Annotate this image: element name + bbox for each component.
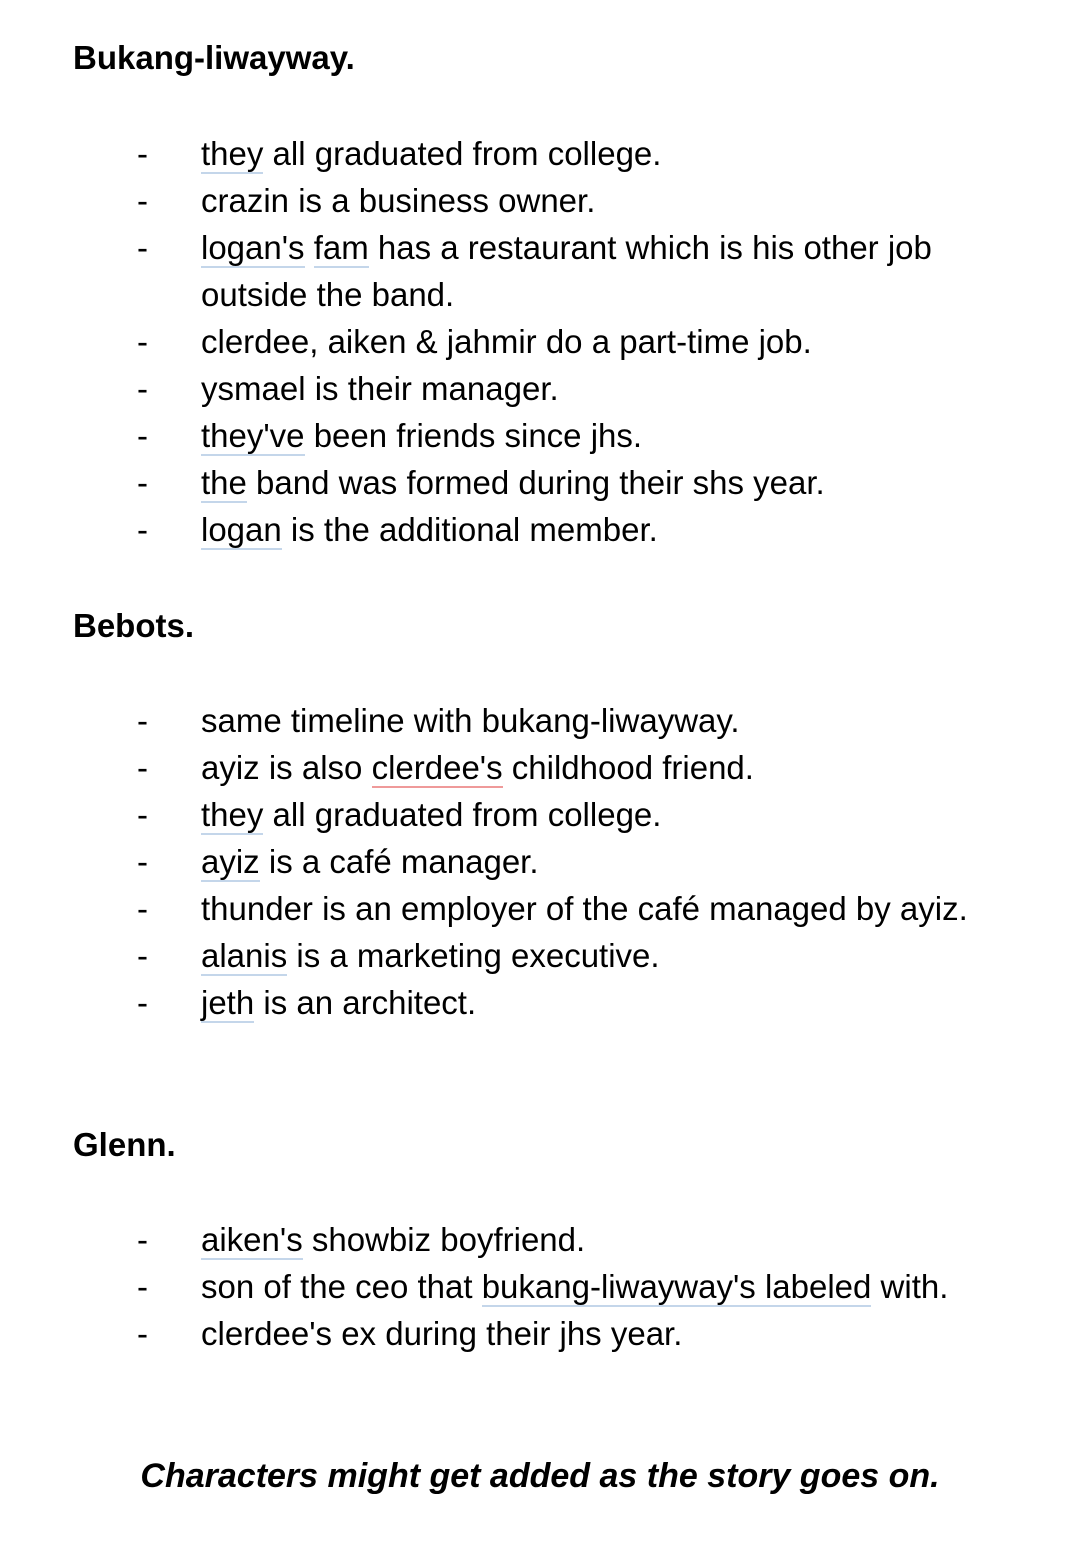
item-text: ysmael is their manager. — [201, 370, 559, 407]
section-title-bukang-liwayway: Bukang-liwayway. — [73, 39, 355, 76]
suggested-word: alanis — [201, 937, 288, 974]
list-item — [0, 459, 1001, 506]
suggested-word: they — [201, 135, 264, 172]
suggested-word: jeth — [201, 984, 255, 1021]
item-text: childhood friend. — [502, 749, 754, 786]
bullet-dash: - — [137, 1268, 148, 1305]
suggested-word: ayiz — [201, 843, 260, 880]
item-text: is a café manager. — [259, 843, 539, 880]
bullet-dash: - — [137, 702, 148, 739]
bullet-dash: - — [137, 370, 148, 407]
list-item — [0, 1263, 1001, 1310]
list-item — [0, 838, 1001, 885]
bullet-dash: - — [137, 984, 148, 1021]
list-item — [0, 744, 1001, 791]
item-text: crazin is a business owner. — [201, 182, 596, 219]
list-item — [0, 932, 1001, 979]
suggested-word: they — [201, 796, 264, 833]
list-item — [0, 979, 1001, 1026]
bullet-dash: - — [137, 323, 148, 360]
list-item — [0, 177, 1001, 224]
bullet-dash: - — [137, 796, 148, 833]
suggested-word: fam — [313, 229, 369, 266]
item-text: son of the ceo that — [201, 1268, 482, 1305]
suggested-word: the — [201, 464, 247, 501]
list-item — [0, 885, 1001, 932]
bullet-dash: - — [137, 1315, 148, 1352]
list-item — [0, 318, 1001, 365]
item-text: with. — [871, 1268, 949, 1305]
spelling-flagged-word: clerdee's — [371, 749, 503, 786]
item-text: has a restaurant which is his other job outside the band. — [201, 229, 932, 313]
bullet-dash: - — [137, 937, 148, 974]
item-text: clerdee, aiken & jahmir do a part-time job. — [201, 323, 812, 360]
suggested-phrase: bukang-liwayway's labeled — [481, 1268, 872, 1305]
suggested-word: aiken's — [201, 1221, 303, 1258]
list-item — [0, 506, 1001, 553]
item-text: ayiz is also — [201, 749, 372, 786]
list-item — [0, 1216, 1001, 1263]
item-text: is the additional member. — [281, 511, 658, 548]
item-text: thunder is an employer of the café managed by ayiz. — [201, 890, 968, 927]
suggested-word: logan's — [201, 229, 305, 266]
list-item — [0, 412, 1001, 459]
list-item — [0, 1310, 1001, 1357]
suggested-word: they've — [201, 417, 305, 454]
bullet-dash: - — [137, 182, 148, 219]
bullet-dash: - — [137, 135, 148, 172]
item-text: band was formed during their shs year. — [246, 464, 825, 501]
item-text: all graduated from college. — [263, 796, 662, 833]
bullet-dash: - — [137, 511, 148, 548]
list-item — [0, 365, 1001, 412]
list-bukang-liwayway — [0, 130, 1001, 553]
item-text: is an architect. — [254, 984, 477, 1021]
suggested-word: logan — [201, 511, 282, 548]
list-item — [0, 697, 1001, 744]
bullet-dash: - — [137, 417, 148, 454]
section-title-bebots: Bebots. — [73, 607, 195, 644]
bullet-dash: - — [137, 749, 148, 786]
item-text: is a marketing executive. — [287, 937, 660, 974]
bullet-dash: - — [137, 229, 148, 266]
list-item — [0, 130, 1001, 177]
bullet-dash: - — [137, 1221, 148, 1258]
item-text: same timeline with bukang-liwayway. — [201, 702, 740, 739]
list-bebots — [0, 697, 1001, 1026]
list-item — [0, 224, 1001, 318]
bullet-dash: - — [137, 890, 148, 927]
section-title-glenn: Glenn. — [73, 1126, 176, 1163]
list-glenn — [0, 1216, 1001, 1357]
item-text: showbiz boyfriend. — [302, 1221, 586, 1258]
bullet-dash: - — [137, 464, 148, 501]
list-item — [0, 791, 1001, 838]
item-text: clerdee's ex during their jhs year. — [201, 1315, 683, 1352]
footer-note: Characters might get added as the story goes on. — [140, 1457, 940, 1495]
bullet-dash: - — [137, 843, 148, 880]
item-text: been friends since jhs. — [304, 417, 643, 454]
item-text: all graduated from college. — [263, 135, 662, 172]
